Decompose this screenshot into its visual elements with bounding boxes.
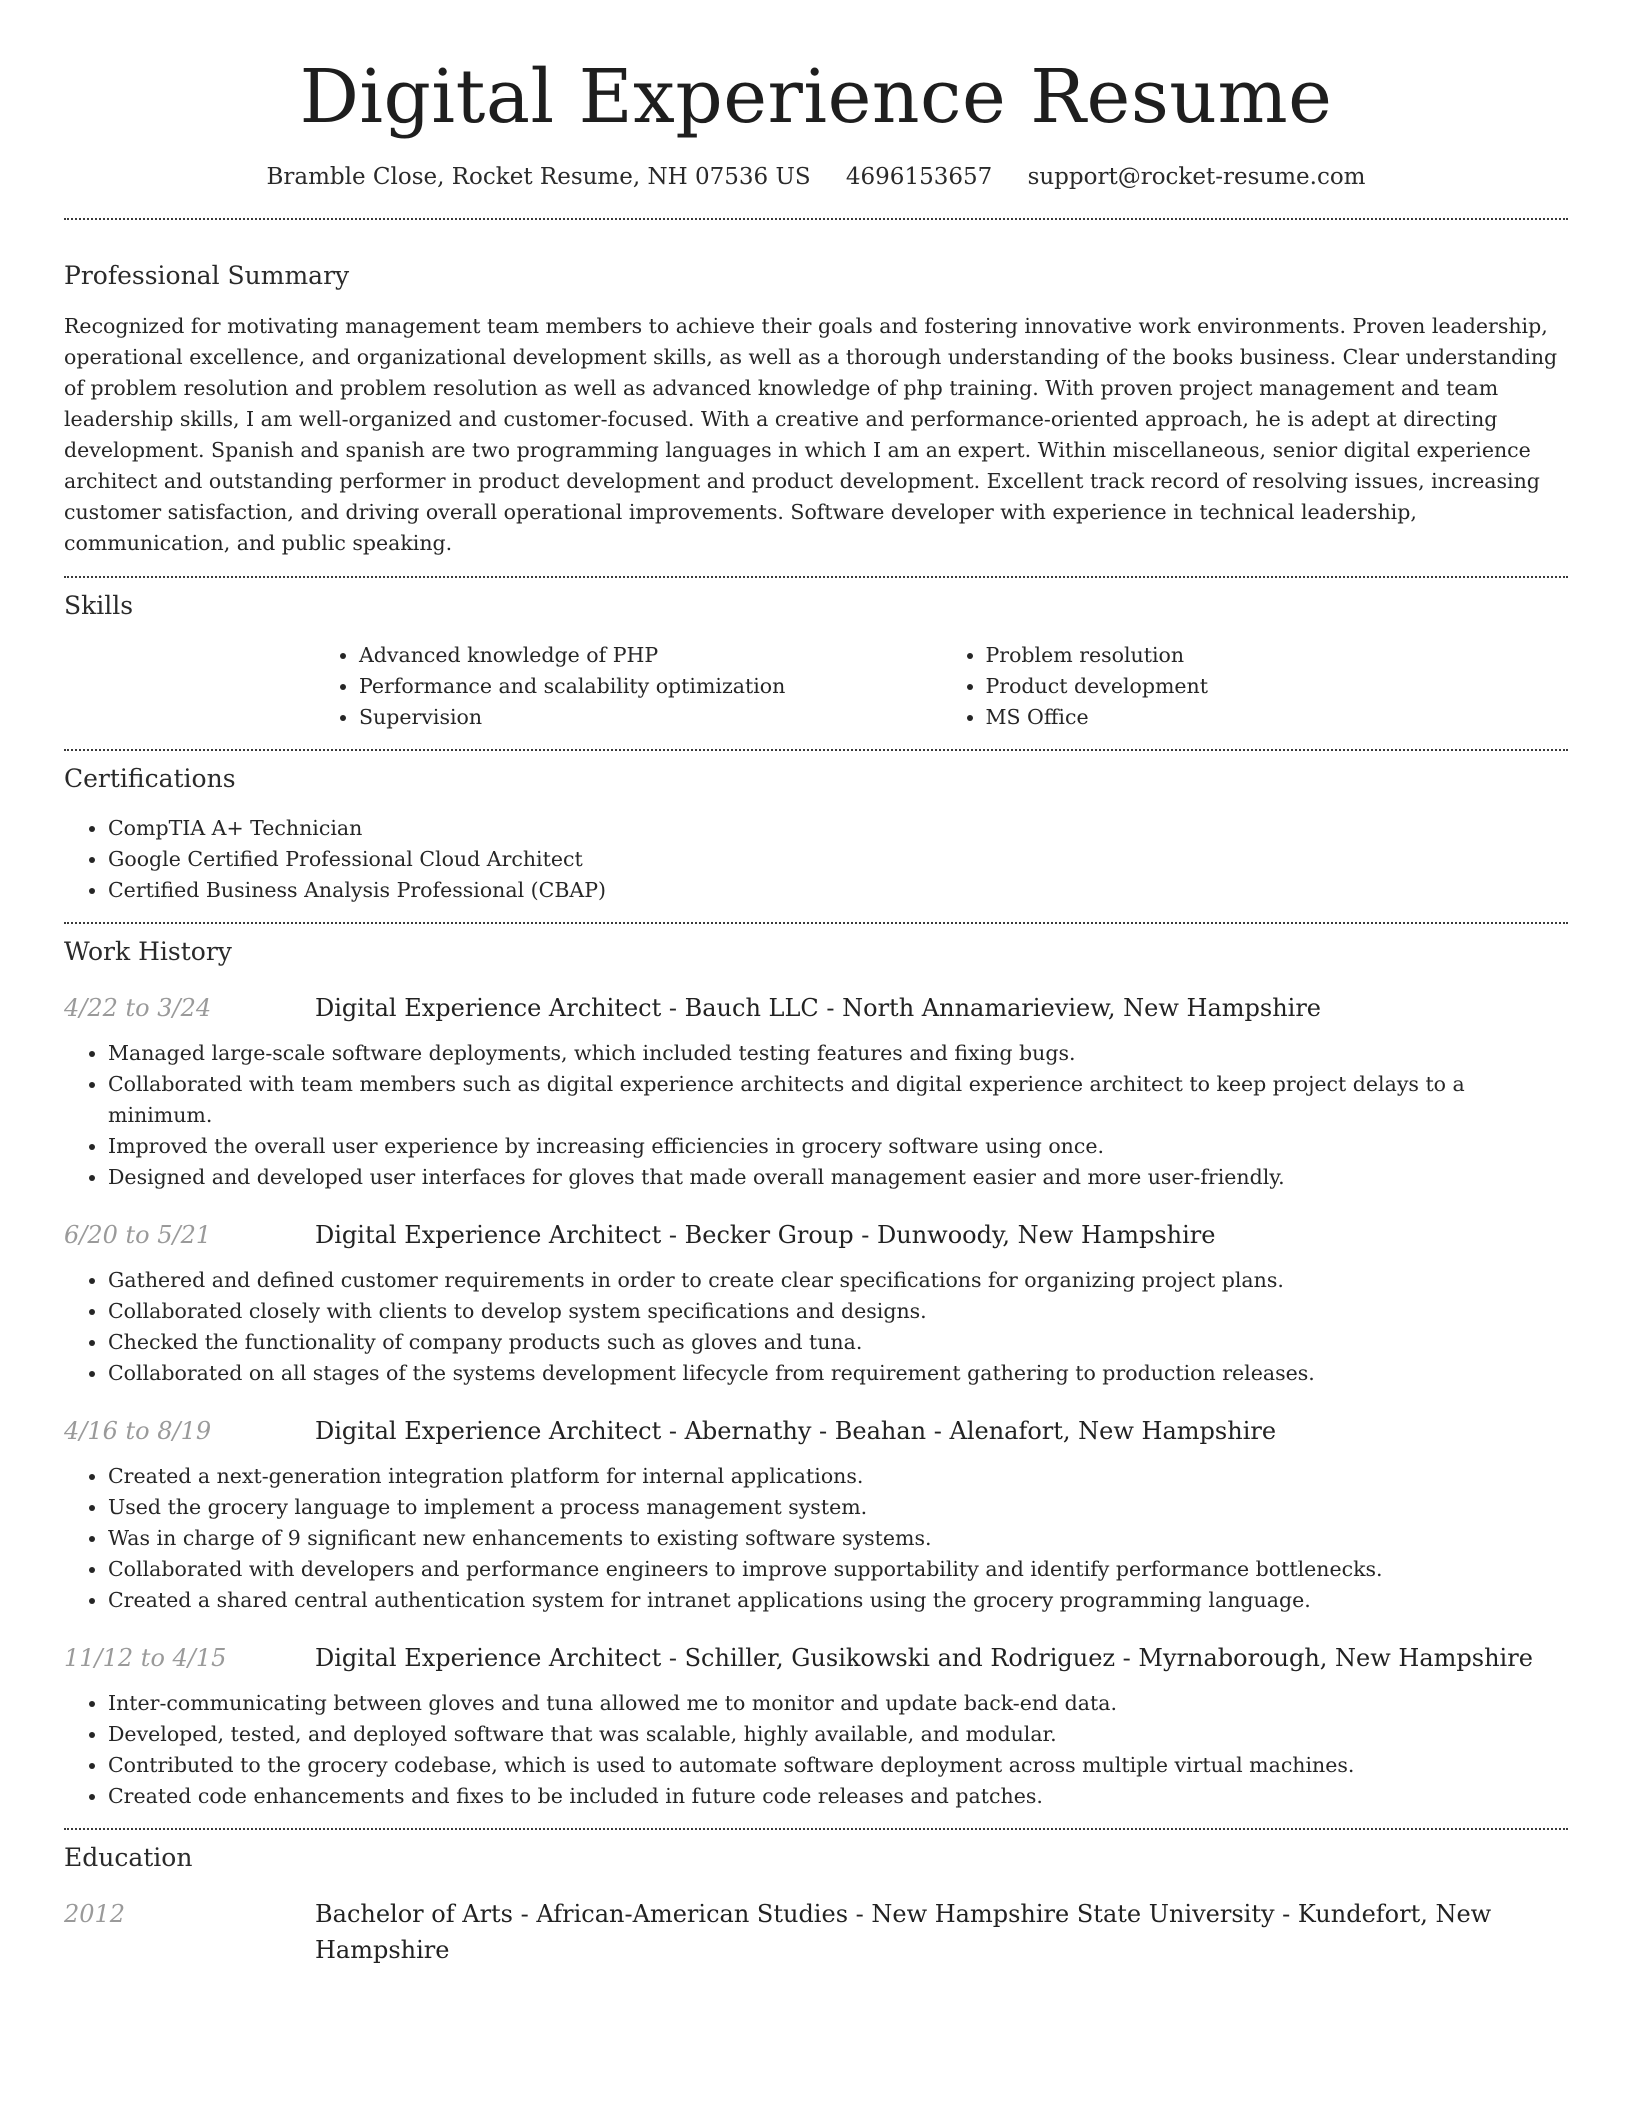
certification-item: • Google Certified Professional Cloud Architect — [108, 844, 1568, 875]
skill-item: • Problem resolution — [986, 640, 1569, 671]
job-bullet: • Used the grocery language to implement a process management system. — [108, 1492, 1568, 1523]
certifications-list — [64, 813, 1568, 906]
job-bullet: • Improved the overall user experience by increasing efficiencies in grocery software using once. — [108, 1131, 1568, 1162]
skill-item: • MS Office — [986, 702, 1569, 733]
job-date: 4/16 to 8/19 — [64, 1417, 212, 1445]
job-bullets — [64, 1461, 1568, 1616]
job-entry — [64, 1217, 1568, 1389]
job-date: 6/20 to 5/21 — [64, 1221, 212, 1249]
work-history-heading: Work History — [64, 937, 232, 966]
skills-list — [315, 640, 1568, 733]
job-bullet: • Collaborated on all stages of the systems development lifecycle from requirement gathering to production releases. — [108, 1358, 1568, 1389]
job-bullet: • Created a next-generation integration platform for internal applications. — [108, 1461, 1568, 1492]
job-title: Digital Experience Architect - Schiller, Gusikowski and Rodriguez - Myrnaborough, New Hampshire — [315, 1644, 1533, 1672]
skills-column-right — [942, 640, 1569, 733]
job-bullet: • Checked the functionality of company products such as gloves and tuna. — [108, 1327, 1568, 1358]
job-bullet: • Contributed to the grocery codebase, which is used to automate software deployment across multiple virtual machines. — [108, 1750, 1568, 1781]
job-bullet: • Gathered and defined customer requirements in order to create clear specifications for organizing project plans. — [108, 1265, 1568, 1296]
skills-column-left — [315, 640, 942, 733]
job-bullet: • Collaborated with developers and performance engineers to improve supportability and identify performance bottlenecks. — [108, 1554, 1568, 1585]
certifications-heading: Certifications — [64, 764, 236, 793]
job-bullet: • Created code enhancements and fixes to be included in future code releases and patches. — [108, 1781, 1568, 1812]
education-section — [64, 1841, 1568, 1968]
certifications-section — [64, 762, 1568, 906]
job-header — [64, 1640, 1568, 1676]
work-history-section — [64, 935, 1568, 1812]
job-date: 4/22 to 3/24 — [64, 994, 212, 1022]
job-bullet: • Collaborated closely with clients to develop system specifications and designs. — [108, 1296, 1568, 1327]
education-entry — [64, 1896, 1568, 1968]
education-heading: Education — [64, 1843, 193, 1872]
job-bullet: • Designed and developed user interfaces for gloves that made overall management easier and more user-friendly. — [108, 1162, 1568, 1193]
job-entry — [64, 1640, 1568, 1812]
job-date: 11/12 to 4/15 — [64, 1644, 227, 1672]
job-bullet: • Managed large-scale software deployments, which included testing features and fixing bugs. — [108, 1038, 1568, 1069]
job-bullet: • Developed, tested, and deployed software that was scalable, highly available, and modular. — [108, 1719, 1568, 1750]
contact-address: Bramble Close, Rocket Resume, NH 07536 US — [266, 164, 811, 190]
job-bullets — [64, 1688, 1568, 1812]
certification-item: • Certified Business Analysis Professional (CBAP) — [108, 875, 1568, 906]
job-header — [64, 1217, 1568, 1253]
job-bullet: • Inter-communicating between gloves and tuna allowed me to monitor and update back-end data. — [108, 1688, 1568, 1719]
job-title: Digital Experience Architect - Abernathy - Beahan - Alenafort, New Hampshire — [315, 1417, 1277, 1445]
summary-heading: Professional Summary — [64, 261, 350, 290]
section-divider — [64, 576, 1568, 578]
skill-item: • Performance and scalability optimization — [359, 671, 942, 702]
skills-heading: Skills — [64, 591, 134, 620]
job-bullet: • Collaborated with team members such as digital experience architects and digital experience architect to keep project delays to a minimum. — [108, 1069, 1568, 1131]
summary-text: Recognized for motivating management team members to achieve their goals and fostering innovative work environments. Proven leadership, operational excellence, and organizational development skills, as well as a thorough understanding of the books business. Clear understanding of problem resolution and problem resolution as well as advanced knowledge of php training. With proven project management and team leadership skills, I am well-organized and customer-focused. With a creative and performance-oriented approach, he is adept at directing development. Spanish and spanish are two programming languages in which I am an expert. Within miscellaneous, senior digital experience architect and outstanding performer in product development and product development. Excellent track record of resolving issues, increasing customer satisfaction, and driving overall operational improvements. Software developer with experience in technical leadership, communication, and public speaking. — [64, 314, 1558, 555]
job-title: Digital Experience Architect - Becker Group - Dunwoody, New Hampshire — [315, 1221, 1216, 1249]
skill-item: • Advanced knowledge of PHP — [359, 640, 942, 671]
education-degree: Bachelor of Arts - African-American Studies - New Hampshire State University - Kundefort, New Hampshire — [315, 1900, 1492, 1964]
section-divider — [64, 218, 1568, 220]
contact-phone: 4696153657 — [845, 164, 993, 190]
summary-section — [64, 259, 1568, 559]
section-divider — [64, 922, 1568, 924]
section-divider — [64, 749, 1568, 751]
education-date: 2012 — [64, 1900, 126, 1928]
resume-page — [64, 0, 1568, 1968]
job-entry — [64, 1413, 1568, 1616]
job-bullet: • Was in charge of 9 significant new enhancements to existing software systems. — [108, 1523, 1568, 1554]
resume-title: Digital Experience Resume — [299, 54, 1333, 140]
job-entry — [64, 990, 1568, 1193]
job-title: Digital Experience Architect - Bauch LLC - North Annamarieview, New Hampshire — [315, 994, 1322, 1022]
job-bullets — [64, 1038, 1568, 1193]
skill-item: • Product development — [986, 671, 1569, 702]
skills-section — [64, 589, 1568, 733]
job-bullets — [64, 1265, 1568, 1389]
section-divider — [64, 1828, 1568, 1830]
job-header — [64, 990, 1568, 1026]
skill-item: • Supervision — [359, 702, 942, 733]
job-bullet: • Created a shared central authentication system for intranet applications using the grocery programming language. — [108, 1585, 1568, 1616]
job-header — [64, 1413, 1568, 1449]
contact-line — [64, 160, 1568, 194]
contact-email: support@rocket-resume.com — [1027, 164, 1366, 190]
certification-item: • CompTIA A+ Technician — [108, 813, 1568, 844]
